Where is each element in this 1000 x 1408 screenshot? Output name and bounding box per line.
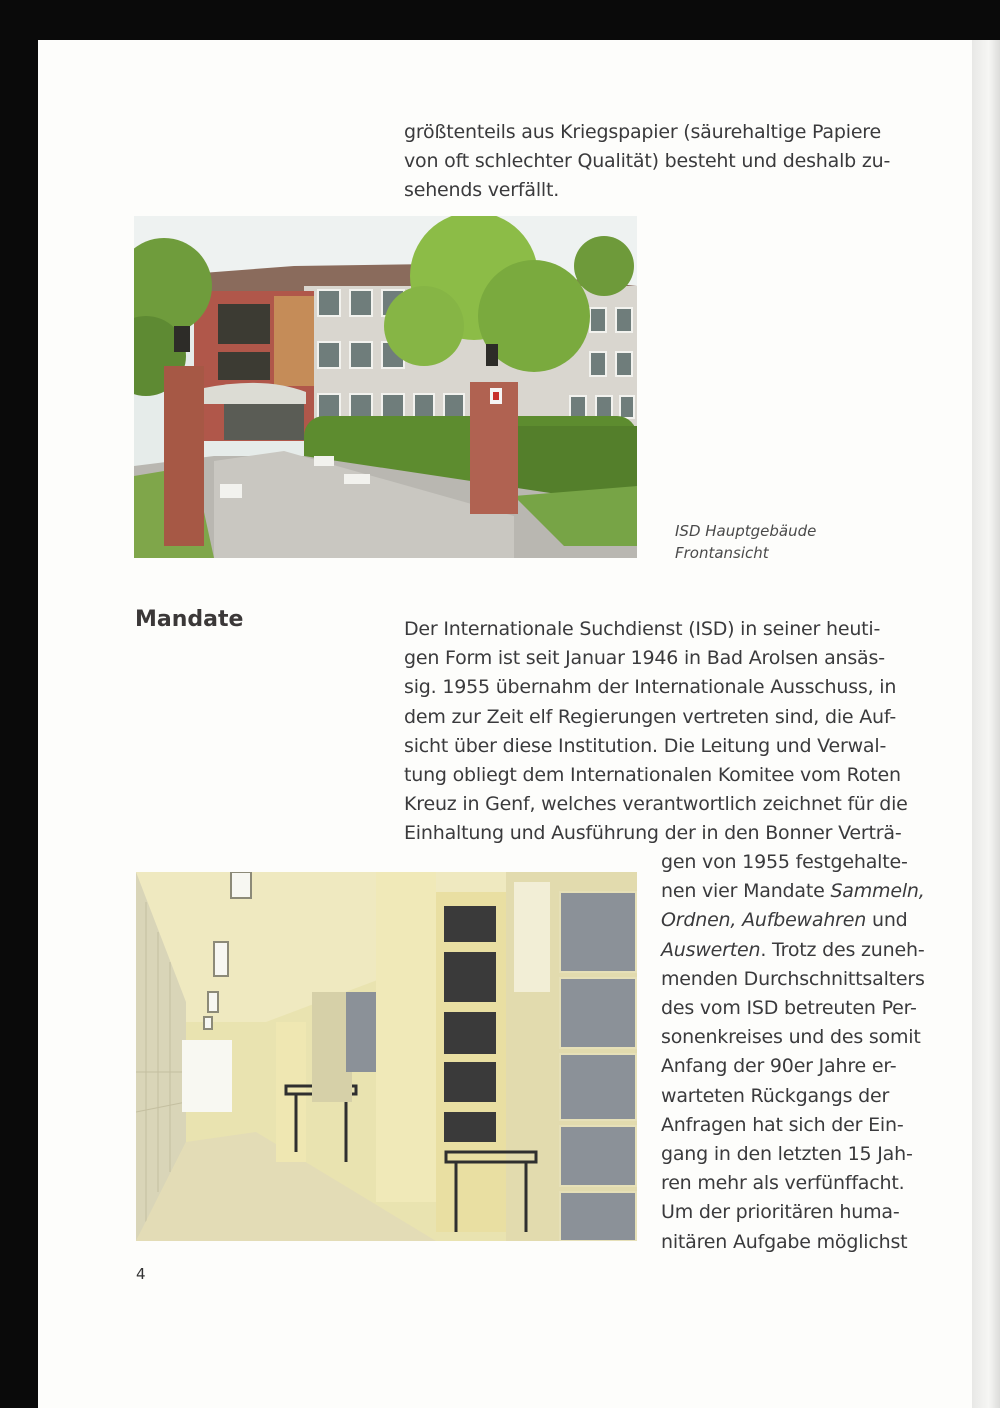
building-photo <box>134 216 637 558</box>
intro-text <box>404 118 914 206</box>
paragraph-line: des vom ISD betreuten Per- <box>661 997 917 1020</box>
paragraph-line: sicht über diese Institution. Die Leitung und Verwal- <box>404 734 887 757</box>
paragraph-line: nitären Aufgabe möglichst <box>661 1230 908 1253</box>
paragraph-fragment: nen vier Mandate <box>661 880 831 903</box>
paragraph-line: gang in den letzten 15 Jah- <box>661 1143 913 1166</box>
paragraph-line: menden Durchschnittsalters <box>661 967 925 990</box>
photo-caption <box>675 520 925 564</box>
caption-line: ISD Hauptgebäude <box>675 522 817 540</box>
paragraph-line: Einhaltung und Ausführung der in den Bonner Verträ- <box>404 822 902 845</box>
paragraph-line: gen Form ist seit Januar 1946 in Bad Arolsen ansäs- <box>404 647 885 670</box>
archive-corridor-photo-icon <box>136 872 637 1241</box>
paragraph-line: warteten Rückgangs der <box>661 1084 890 1107</box>
emphasis-ordnen-aufbewahren: Ordnen, Aufbewahren <box>661 909 867 932</box>
emphasis-auswerten: Auswerten <box>661 938 761 961</box>
paragraph-line <box>661 906 931 935</box>
section-paragraph-narrow <box>661 848 931 1257</box>
paragraph-line: Der Internationale Suchdienst (ISD) in seiner heuti- <box>404 618 881 640</box>
page-edge <box>972 40 1000 1408</box>
paragraph-line: sonenkreises und des somit <box>661 1026 921 1049</box>
caption-line: Frontansicht <box>675 544 769 562</box>
paragraph-line: Kreuz in Genf, welches verantwortlich zeichnet für die <box>404 793 908 816</box>
paragraph-line: Um der prioritären huma- <box>661 1201 900 1224</box>
building-photo-icon <box>134 216 637 558</box>
paragraph-line: sig. 1955 übernahm der Internationale Ausschuss, in <box>404 676 897 699</box>
intro-line: größtenteils aus Kriegspapier (säurehaltige Papiere <box>404 121 881 143</box>
emphasis-sammeln: Sammeln, <box>830 880 925 903</box>
paragraph-line: Anfragen hat sich der Ein- <box>661 1113 904 1136</box>
intro-line: sehends verfällt. <box>404 179 560 202</box>
intro-line: von oft schlechter Qualität) besteht und deshalb zu- <box>404 150 891 173</box>
paragraph-line: dem zur Zeit elf Regierungen vertreten sind, die Auf- <box>404 705 897 728</box>
paragraph-line: tung obliegt dem Internationalen Komitee vom Roten <box>404 764 901 787</box>
section-paragraph-wide <box>404 615 924 849</box>
paragraph-line: Anfang der 90er Jahre er- <box>661 1055 897 1078</box>
paragraph-line <box>661 936 931 965</box>
paragraph-line: gen von 1955 festgehalte- <box>661 851 908 873</box>
paragraph-fragment: . Trotz des zuneh- <box>760 938 925 961</box>
paragraph-fragment: und <box>866 909 908 932</box>
archive-corridor-photo <box>136 872 637 1241</box>
paragraph-line <box>661 877 931 906</box>
page-number: 4 <box>136 1265 146 1283</box>
section-heading: Mandate <box>135 607 244 632</box>
paragraph-line: ren mehr als verfünffacht. <box>661 1172 905 1195</box>
